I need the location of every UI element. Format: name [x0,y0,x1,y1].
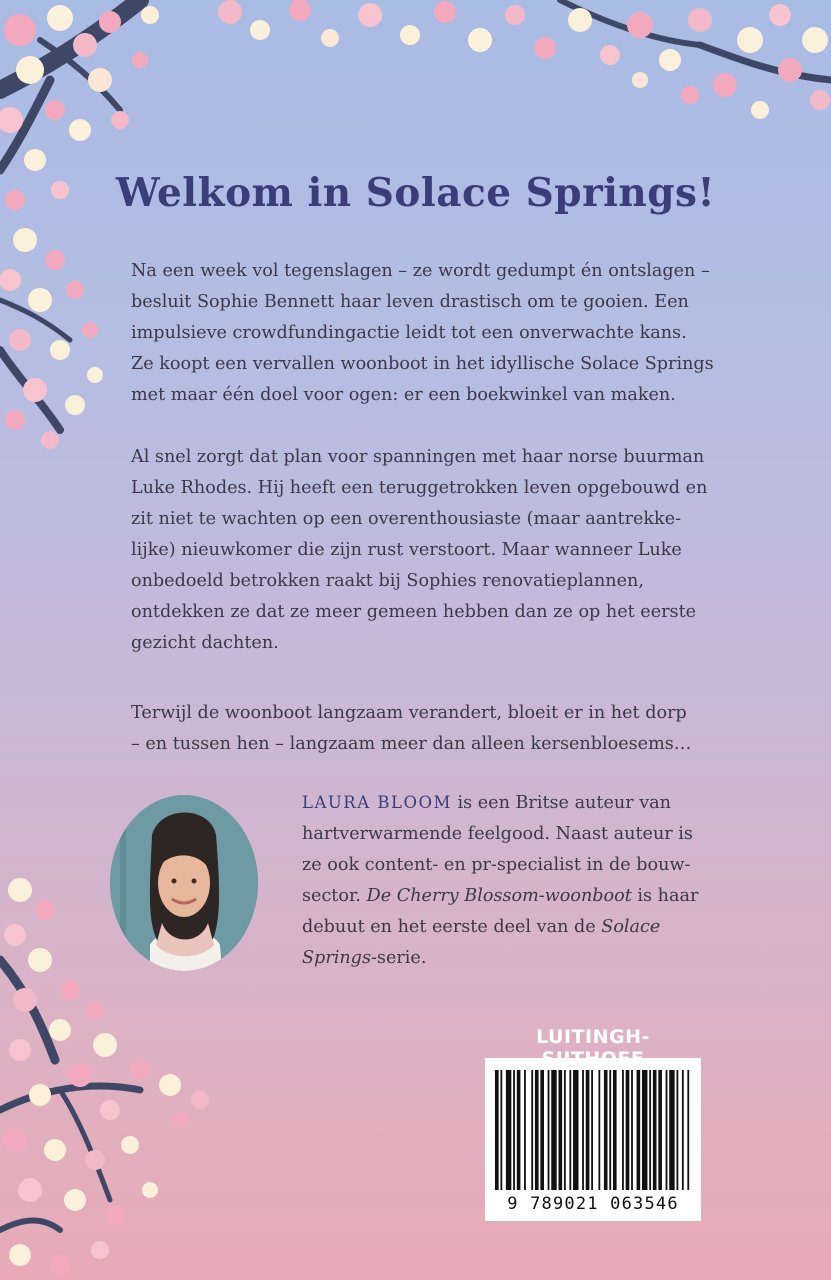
isbn-digits: 9 789021 063546 [507,1194,679,1214]
barcode-bar [642,1070,647,1190]
isbn-barcode [485,1058,701,1221]
barcode-bar [658,1070,662,1190]
barcode-bar [573,1070,578,1190]
barcode-bar [666,1070,668,1190]
blurb-line: Luke Rhodes. Hij heeft een teruggetrokken leven opgebouwd en [131,478,708,498]
bio-text: is haar [631,886,699,906]
barcode-bar [531,1070,533,1190]
barcode-icon [495,1070,691,1190]
barcode-bar [582,1070,584,1190]
author-name: LAURA BLOOM [302,793,452,812]
barcode-bar [513,1070,515,1190]
barcode-bar [687,1070,689,1190]
blurb-line: impulsieve crowdfundingactie leidt tot een onverwachte kans. [131,323,687,343]
barcode-bar [626,1070,630,1190]
bio-text: is een Britse auteur van [451,793,671,813]
blurb-line: ontdekken ze dat ze meer gemeen hebben dan ze op het eerste [131,602,697,622]
barcode-bar [524,1070,526,1190]
bio-text: sector. [302,886,362,906]
blurb-line: lijke) nieuwkomer die zijn rust verstoort. Maar wanneer Luke [131,540,682,560]
back-cover-title: Welkom in Solace Springs! [115,170,716,216]
blurb-line: – en tussen hen – langzaam meer dan alleen kersenbloesems… [131,734,692,754]
barcode-bar [682,1070,684,1190]
blurb-line: met maar één doel voor ogen: er een boekwinkel van maken. [131,385,676,405]
bio-line-5 [302,912,722,943]
author-bio [302,787,722,974]
barcode-bar [517,1070,521,1190]
barcode-bar [637,1070,641,1190]
bio-line-1 [302,787,722,819]
barcode-bar [535,1070,539,1190]
barcode-bar [676,1070,678,1190]
barcode-bar [569,1070,571,1190]
blurb-line: besluit Sophie Bennett haar leven drastisch om te gooien. Een [131,292,689,312]
author-portrait-icon [110,795,258,971]
bio-line-6 [302,943,722,974]
barcode-bar [548,1070,550,1190]
barcode-bar [609,1070,611,1190]
book-title: De Cherry Blossom-woonboot [366,886,632,906]
bio-line-3: ze ook content- en pr-specialist in de bouw- [302,855,691,875]
blurb-paragraph-1 [131,256,714,411]
blurb-line: Terwijl de woonboot langzaam verandert, bloeit er in het dorp [131,703,687,723]
barcode-bar [653,1070,657,1190]
blurb-paragraph-2 [131,442,706,659]
barcode-bar [551,1070,556,1190]
blurb-line: zit niet te wachten op een overenthousiaste (maar aantrekke- [131,509,682,529]
barcode-bar [506,1070,511,1190]
blurb-line: onbedoeld betrokken raakt bij Sophies renovatieplannen, [131,571,644,591]
series-title: Springs [302,948,371,968]
barcode-bar [669,1070,674,1190]
barcode-bar [500,1070,502,1190]
barcode-bar [631,1070,633,1190]
barcode-bar [559,1070,563,1190]
blurb-line: Ze koopt een vervallen woonboot in het idyllische Solace Springs [131,354,714,374]
blurb-paragraph-3 [131,698,706,760]
bio-line-2: hartverwarmende feelgood. Naast auteur is [302,824,693,844]
barcode-bar [598,1070,600,1190]
barcode-bar [613,1070,617,1190]
barcode-bar [540,1070,544,1190]
barcode-bar [564,1070,566,1190]
barcode-bar [591,1070,593,1190]
blurb-line: Al snel zorgt dat plan voor spanningen met haar norse buurman [131,447,705,467]
blurb-line: Na een week vol tegenslagen – ze wordt gedumpt én ontslagen – [131,261,710,281]
barcode-bar [604,1070,608,1190]
barcode-bar [649,1070,651,1190]
bio-text: -serie. [370,948,427,968]
bio-text: debuut en het eerste deel van de [302,917,602,937]
barcode-bar [622,1070,624,1190]
publisher-logo: LUITINGH- [536,1026,650,1048]
barcode-bar [495,1070,499,1190]
barcode-bar [586,1070,590,1190]
series-title: Solace [601,917,661,937]
bio-line-4 [302,881,722,912]
blurb-line: gezicht dachten. [131,633,279,653]
